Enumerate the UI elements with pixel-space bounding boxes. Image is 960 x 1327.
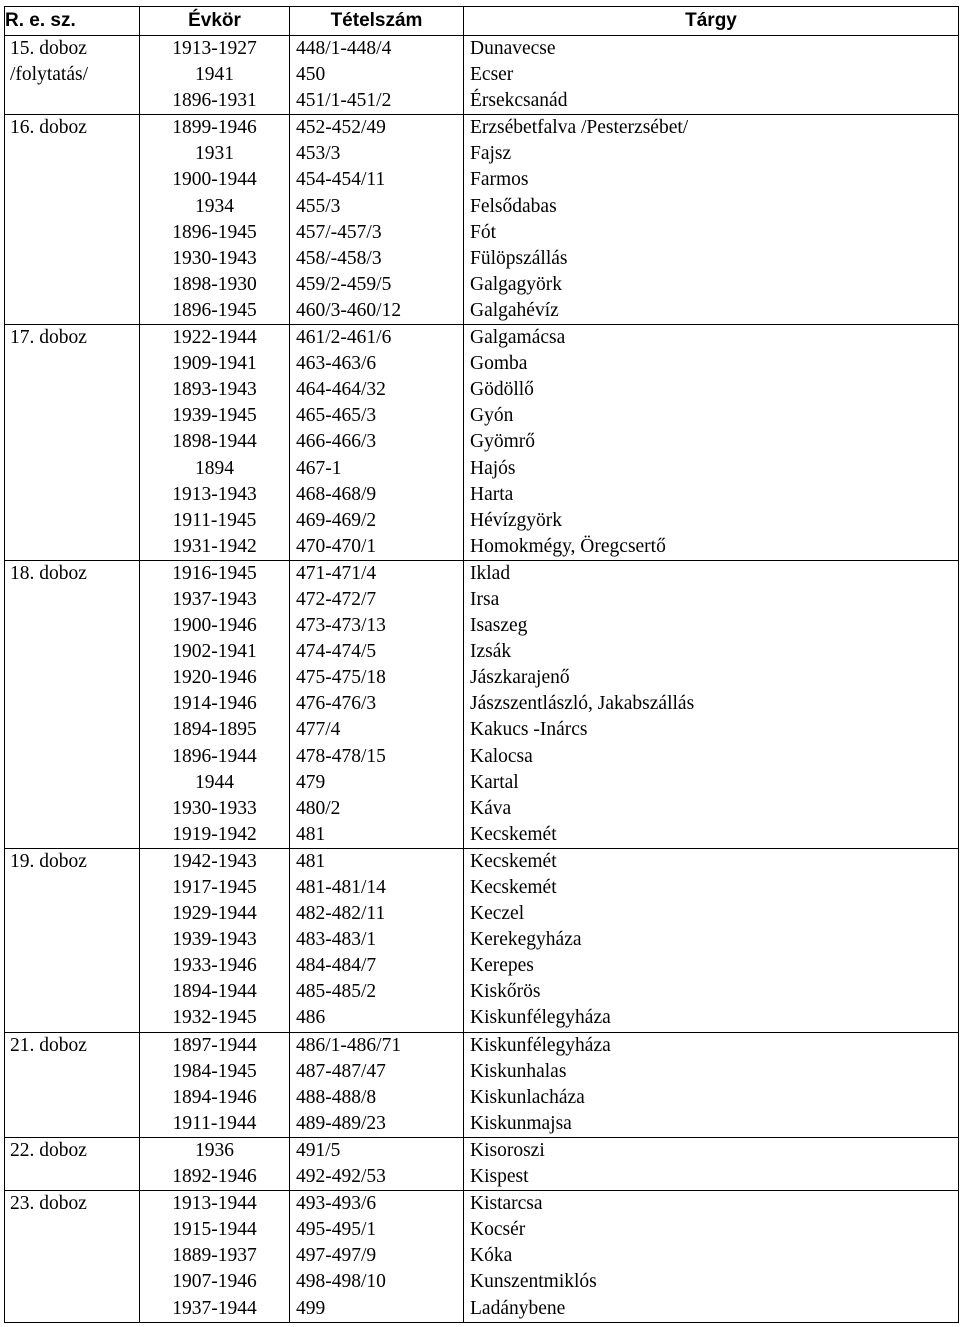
- item-number: 476-476/3: [296, 693, 377, 715]
- subject: Kunszentmiklós: [470, 1271, 597, 1293]
- year-range: 1902-1941: [172, 641, 257, 663]
- subject: Jászszentlászló, Jakabszállás: [470, 693, 695, 715]
- item-number: 452-452/49: [296, 117, 386, 139]
- subject-cell: [464, 560, 959, 848]
- year-range: 1894: [195, 457, 234, 479]
- subject: Gyömrő: [470, 431, 535, 453]
- subject: Ladánybene: [470, 1297, 566, 1319]
- box-number: /folytatás/: [10, 64, 88, 86]
- year-range: 1914-1946: [172, 693, 257, 715]
- year-range: 1892-1946: [172, 1166, 257, 1188]
- subject: Kakucs -Inárcs: [470, 719, 588, 741]
- item-number: 481: [296, 850, 326, 872]
- box-group-row: [5, 1137, 959, 1190]
- item-number: 486/1-486/71: [296, 1034, 402, 1056]
- subject: Fót: [470, 221, 497, 243]
- year-range: 1896-1931: [172, 90, 257, 112]
- item-number: 473-473/13: [296, 615, 386, 637]
- subject: Kistarcsa: [470, 1193, 543, 1215]
- box-group-row: [5, 1191, 959, 1322]
- subject: Kiskunlacháza: [470, 1086, 585, 1108]
- year-range: 1936: [195, 1139, 234, 1161]
- year-range-cell: [140, 1032, 290, 1137]
- year-range: 1907-1946: [172, 1271, 257, 1293]
- year-range: 1913-1943: [172, 483, 257, 505]
- year-range: 1919-1942: [172, 823, 257, 845]
- subject: Gyón: [470, 405, 514, 427]
- box-group-row: [5, 560, 959, 848]
- item-number: 493-493/6: [296, 1193, 377, 1215]
- subject-cell: [464, 36, 959, 115]
- item-number: 484-484/7: [296, 955, 377, 977]
- year-range: 1939-1943: [172, 929, 257, 951]
- box-number: 16. doboz: [10, 117, 87, 139]
- year-range: 1896-1945: [172, 221, 257, 243]
- subject-cell: [464, 325, 959, 561]
- item-number: 458/-458/3: [296, 247, 382, 269]
- box-number-cell: [5, 848, 140, 1032]
- subject-cell: [464, 1191, 959, 1322]
- item-number: 465-465/3: [296, 405, 377, 427]
- subject: Kecskemét: [470, 850, 557, 872]
- box-number-cell: [5, 1137, 140, 1190]
- year-range: 1984-1945: [172, 1060, 257, 1082]
- box-number-cell: [5, 1032, 140, 1137]
- table-body: [5, 36, 959, 1323]
- item-number: 481: [296, 823, 326, 845]
- item-number: 470-470/1: [296, 535, 377, 557]
- subject: Gödöllő: [470, 379, 534, 401]
- year-range: 1916-1945: [172, 562, 257, 584]
- item-number: 478-478/15: [296, 745, 386, 767]
- item-number: 475-475/18: [296, 667, 386, 689]
- subject: Irsa: [470, 588, 500, 610]
- item-number: 450: [296, 64, 326, 86]
- year-range: 1889-1937: [172, 1245, 257, 1267]
- year-range: 1893-1943: [172, 379, 257, 401]
- subject: Dunavecse: [470, 38, 556, 59]
- year-range-cell: [140, 1191, 290, 1322]
- year-range: 1913-1944: [172, 1193, 257, 1215]
- item-number: 448/1-448/4: [296, 38, 392, 59]
- subject: Kóka: [470, 1245, 513, 1267]
- item-number: 497-497/9: [296, 1245, 377, 1267]
- item-number: 499: [296, 1297, 326, 1319]
- year-range-cell: [140, 325, 290, 561]
- item-number-cell: [290, 560, 464, 848]
- item-number-cell: [290, 848, 464, 1032]
- item-number: 489-489/23: [296, 1112, 386, 1134]
- item-number-cell: [290, 1191, 464, 1322]
- box-group-row: [5, 1032, 959, 1137]
- year-range: 1937-1943: [172, 588, 257, 610]
- box-number: 17. doboz: [10, 327, 87, 349]
- subject: Galgahévíz: [470, 299, 559, 321]
- item-number: 469-469/2: [296, 509, 377, 531]
- item-number-cell: [290, 325, 464, 561]
- subject: Kiskunfélegyháza: [470, 1007, 611, 1029]
- subject: Kecskemét: [470, 823, 557, 845]
- subject: Érsekcsanád: [470, 90, 568, 112]
- item-number: 467-1: [296, 457, 342, 479]
- item-number: 474-474/5: [296, 641, 377, 663]
- subject: Fajsz: [470, 143, 512, 165]
- year-range: 1909-1941: [172, 353, 257, 375]
- archive-inventory-table: [4, 6, 959, 1323]
- year-range: 1934: [195, 195, 234, 217]
- year-range: 1922-1944: [172, 327, 257, 349]
- item-number: 486: [296, 1007, 326, 1029]
- subject: Fülöpszállás: [470, 247, 568, 269]
- subject: Hajós: [470, 457, 516, 479]
- subject: Kalocsa: [470, 745, 533, 767]
- year-range: 1898-1930: [172, 273, 257, 295]
- subject: Kisoroszi: [470, 1139, 545, 1161]
- subject: Hévízgyörk: [470, 509, 563, 531]
- box-number: 21. doboz: [10, 1034, 87, 1056]
- year-range-cell: [140, 36, 290, 115]
- year-range: 1933-1946: [172, 955, 257, 977]
- header-tetelszam: Tételszám: [290, 7, 464, 36]
- year-range: 1913-1927: [172, 38, 257, 59]
- item-number: 482-482/11: [296, 903, 386, 925]
- subject: Farmos: [470, 169, 529, 191]
- header-targy: Tárgy: [464, 7, 959, 36]
- item-number: 498-498/10: [296, 1271, 386, 1293]
- item-number: 453/3: [296, 143, 341, 165]
- box-group-row: [5, 848, 959, 1032]
- item-number: 491/5: [296, 1139, 341, 1161]
- subject: Ecser: [470, 64, 514, 86]
- year-range: 1911-1944: [172, 1112, 257, 1134]
- subject-cell: [464, 848, 959, 1032]
- subject-cell: [464, 115, 959, 325]
- year-range: 1930-1933: [172, 797, 257, 819]
- year-range: 1944: [195, 771, 234, 793]
- year-range: 1931: [195, 143, 234, 165]
- subject: Harta: [470, 483, 514, 505]
- item-number: 466-466/3: [296, 431, 377, 453]
- year-range: 1931-1942: [172, 535, 257, 557]
- subject: Keczel: [470, 903, 525, 925]
- item-number: 488-488/8: [296, 1086, 377, 1108]
- box-number-cell: [5, 115, 140, 325]
- box-group-row: [5, 115, 959, 325]
- year-range: 1939-1945: [172, 405, 257, 427]
- box-number: 19. doboz: [10, 850, 87, 872]
- subject-cell: [464, 1137, 959, 1190]
- box-number-cell: [5, 1191, 140, 1322]
- table-header: [5, 7, 959, 36]
- item-number: 463-463/6: [296, 353, 377, 375]
- subject: Káva: [470, 797, 512, 819]
- item-number-cell: [290, 36, 464, 115]
- year-range: 1937-1944: [172, 1297, 257, 1319]
- item-number: 468-468/9: [296, 483, 377, 505]
- year-range: 1920-1946: [172, 667, 257, 689]
- item-number: 481-481/14: [296, 877, 386, 898]
- item-number-cell: [290, 1137, 464, 1190]
- item-number: 483-483/1: [296, 929, 377, 951]
- box-number-cell: [5, 36, 140, 115]
- year-range: 1911-1945: [172, 509, 257, 531]
- year-range: 1915-1944: [172, 1219, 257, 1241]
- subject: Galgagyörk: [470, 273, 563, 295]
- subject: Kartal: [470, 771, 519, 793]
- subject: Kecskemét: [470, 877, 557, 898]
- subject: Kerepes: [470, 955, 534, 977]
- item-number: 454-454/11: [296, 169, 386, 191]
- year-range: 1898-1944: [172, 431, 257, 453]
- box-group-row: [5, 36, 959, 115]
- subject: Gomba: [470, 353, 528, 375]
- item-number: 480/2: [296, 797, 341, 819]
- box-number: 23. doboz: [10, 1193, 87, 1215]
- item-number: 460/3-460/12: [296, 299, 402, 321]
- subject: Isaszeg: [470, 615, 528, 637]
- item-number: 455/3: [296, 195, 341, 217]
- header-row: [5, 7, 959, 36]
- item-number: 487-487/47: [296, 1060, 386, 1082]
- item-number: 459/2-459/5: [296, 273, 392, 295]
- item-number: 457/-457/3: [296, 221, 382, 243]
- year-range: 1896-1945: [172, 299, 257, 321]
- subject: Homokmégy, Öregcsertő: [470, 535, 666, 557]
- box-group-row: [5, 325, 959, 561]
- year-range: 1894-1895: [172, 719, 257, 741]
- header-evkor: Évkör: [140, 7, 290, 36]
- year-range: 1899-1946: [172, 117, 257, 139]
- year-range: 1930-1943: [172, 247, 257, 269]
- year-range: 1941: [195, 64, 234, 86]
- subject: Erzsébetfalva /Pesterzsébet/: [470, 117, 689, 139]
- item-number-cell: [290, 1032, 464, 1137]
- subject: Kocsér: [470, 1219, 526, 1241]
- subject: Kispest: [470, 1166, 529, 1188]
- item-number: 477/4: [296, 719, 341, 741]
- box-number: 15. doboz: [10, 38, 87, 59]
- item-number: 495-495/1: [296, 1219, 377, 1241]
- item-number-cell: [290, 115, 464, 325]
- year-range: 1900-1944: [172, 169, 257, 191]
- subject: Felsődabas: [470, 195, 557, 217]
- year-range: 1896-1944: [172, 745, 257, 767]
- box-number-cell: [5, 325, 140, 561]
- year-range: 1942-1943: [172, 850, 257, 872]
- box-number-cell: [5, 560, 140, 848]
- year-range: 1929-1944: [172, 903, 257, 925]
- subject: Kiskunhalas: [470, 1060, 567, 1082]
- subject: Kerekegyháza: [470, 929, 582, 951]
- year-range: 1894-1944: [172, 981, 257, 1003]
- item-number: 472-472/7: [296, 588, 377, 610]
- item-number: 451/1-451/2: [296, 90, 392, 112]
- year-range-cell: [140, 848, 290, 1032]
- item-number: 479: [296, 771, 326, 793]
- item-number: 471-471/4: [296, 562, 377, 584]
- year-range: 1897-1944: [172, 1034, 257, 1056]
- year-range-cell: [140, 115, 290, 325]
- header-rsz: R. e. sz.: [5, 7, 140, 36]
- item-number: 461/2-461/6: [296, 327, 392, 349]
- subject: Iklad: [470, 562, 511, 584]
- subject-cell: [464, 1032, 959, 1137]
- box-number: 18. doboz: [10, 562, 87, 584]
- subject: Kiskunfélegyháza: [470, 1034, 611, 1056]
- year-range: 1894-1946: [172, 1086, 257, 1108]
- year-range: 1932-1945: [172, 1007, 257, 1029]
- item-number: 492-492/53: [296, 1166, 386, 1188]
- year-range: 1917-1945: [172, 877, 257, 898]
- subject: Kiskunmajsa: [470, 1112, 572, 1134]
- item-number: 485-485/2: [296, 981, 377, 1003]
- subject: Galgamácsa: [470, 327, 566, 349]
- subject: Kiskőrös: [470, 981, 541, 1003]
- year-range-cell: [140, 560, 290, 848]
- year-range-cell: [140, 1137, 290, 1190]
- box-number: 22. doboz: [10, 1139, 87, 1161]
- subject: Jászkarajenő: [470, 667, 570, 689]
- subject: Izsák: [470, 641, 512, 663]
- year-range: 1900-1946: [172, 615, 257, 637]
- item-number: 464-464/32: [296, 379, 386, 401]
